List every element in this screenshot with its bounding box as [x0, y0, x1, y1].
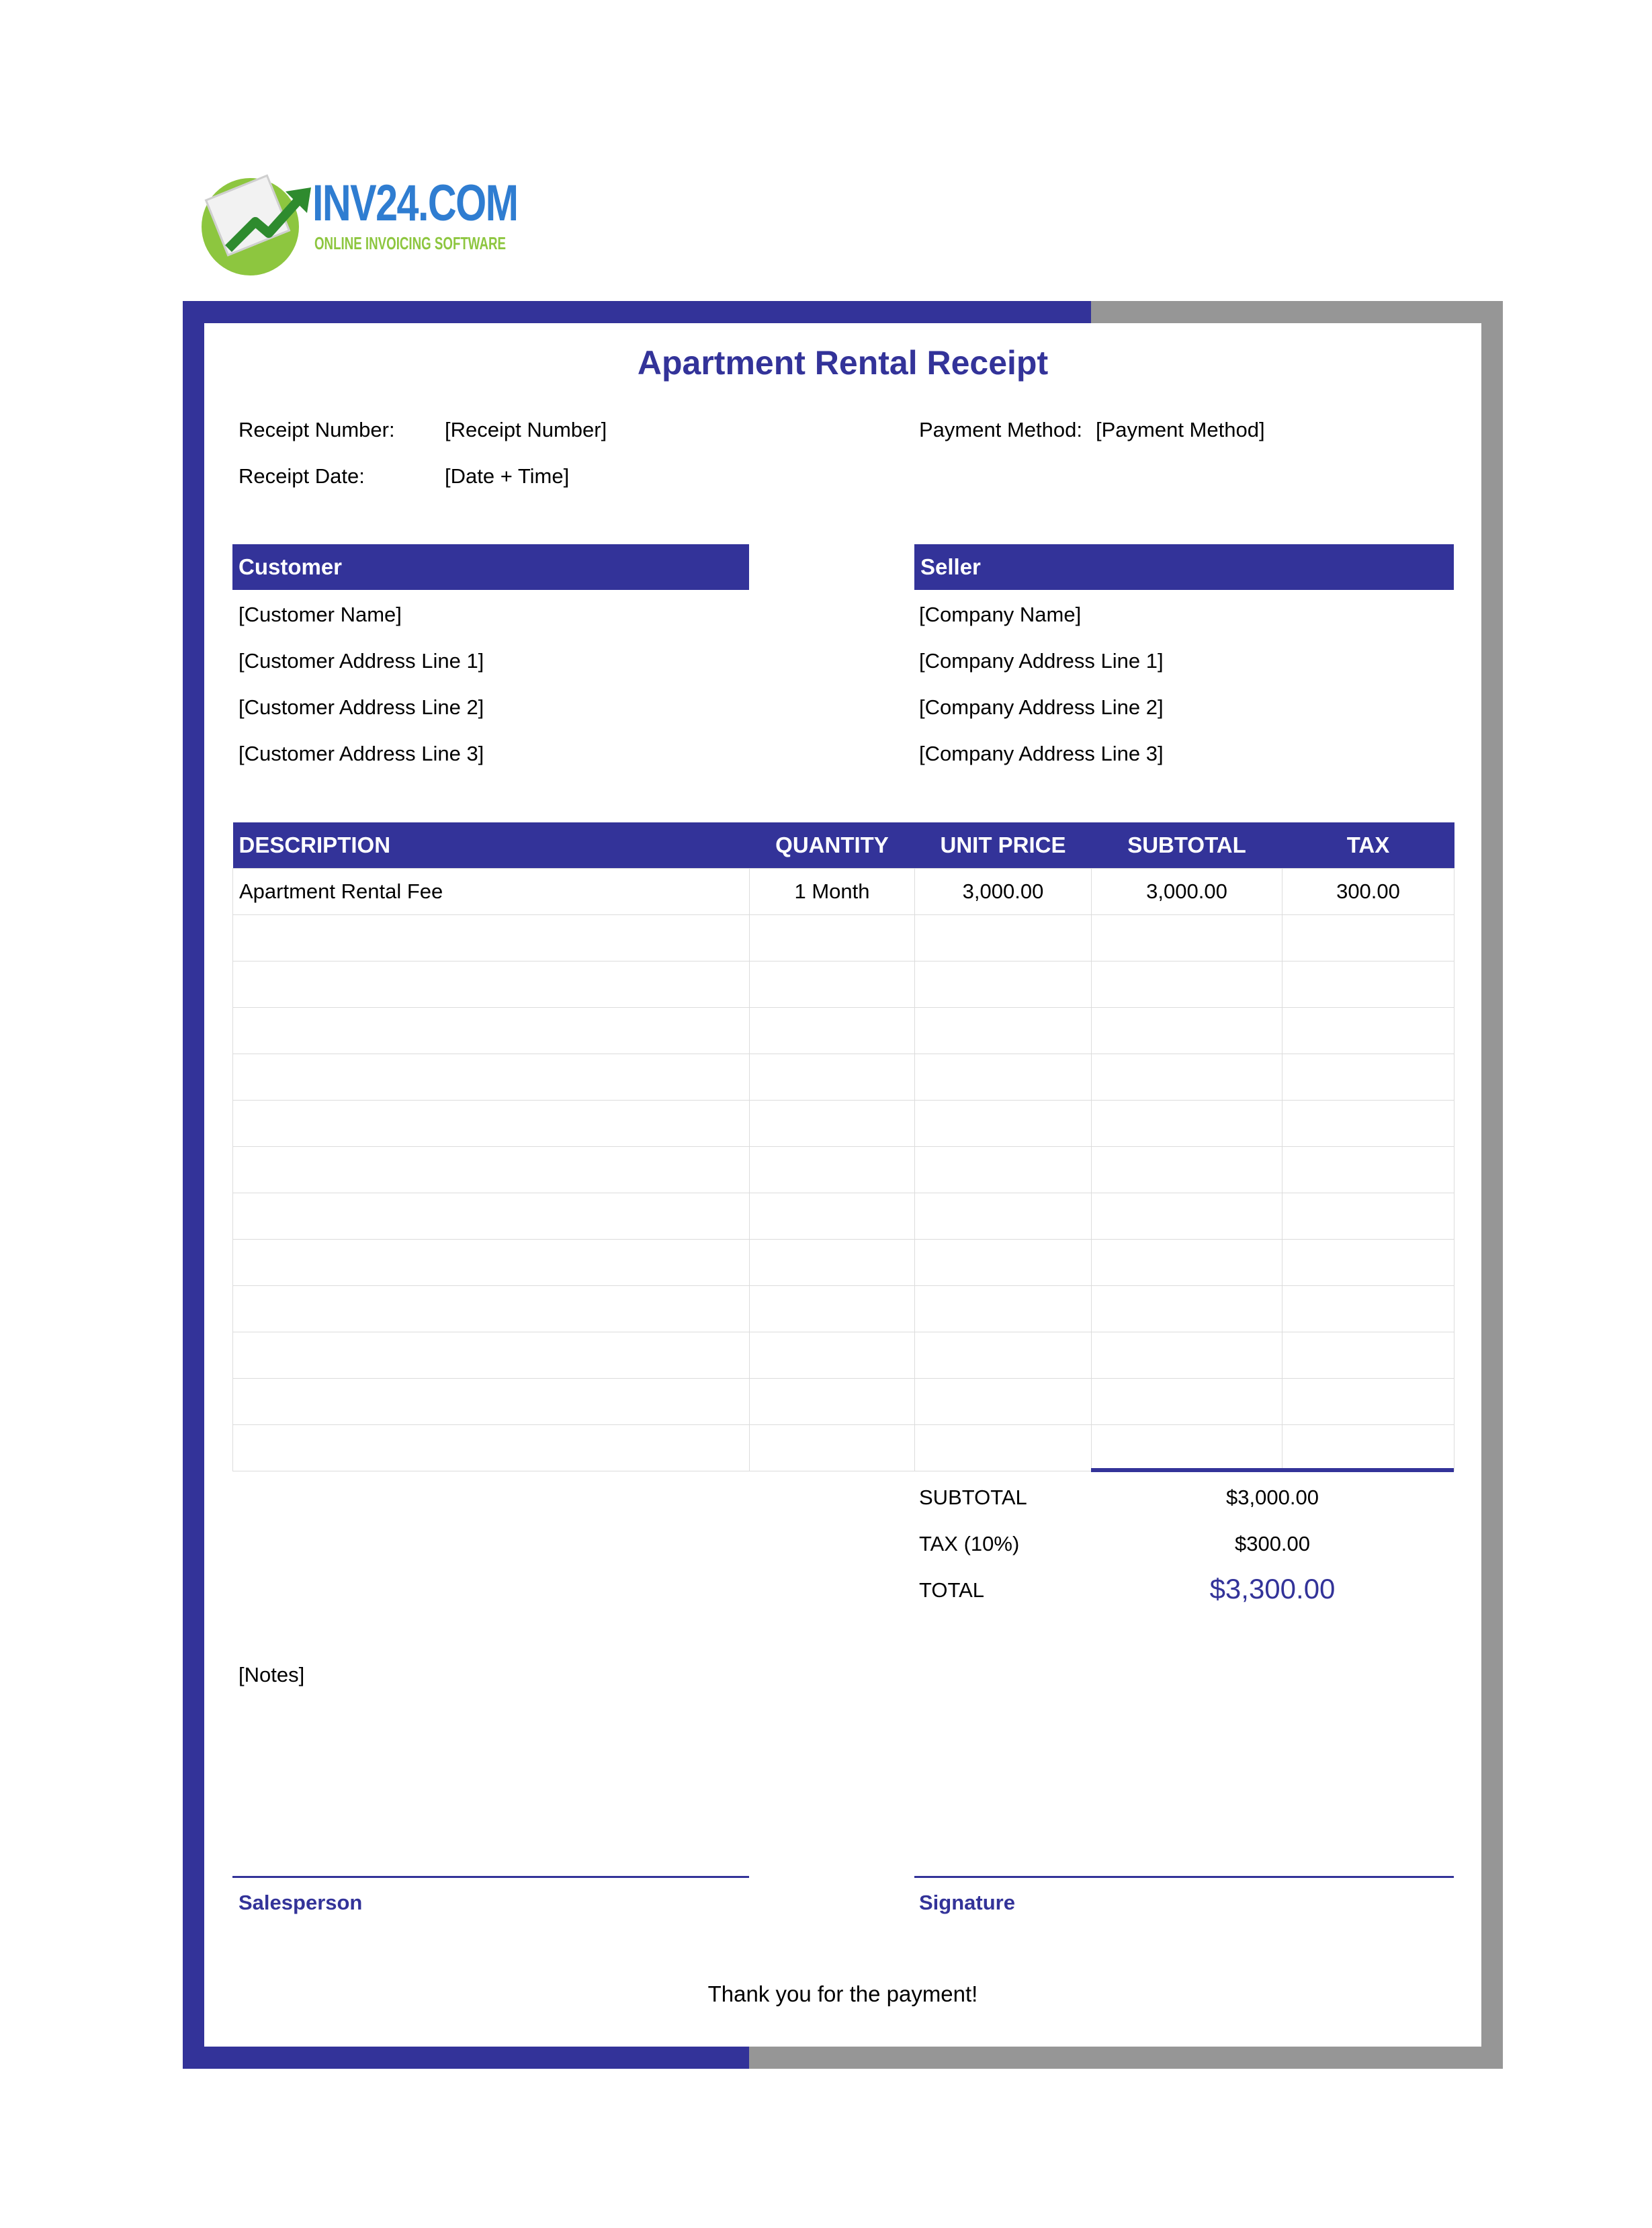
cell-subtotal[interactable] — [1092, 1379, 1283, 1425]
cell-subtotal[interactable] — [1092, 915, 1283, 961]
cell-tax[interactable] — [1283, 1240, 1454, 1286]
table-row — [233, 1193, 1454, 1240]
cell-unit-price[interactable] — [915, 915, 1092, 961]
table-row — [233, 1008, 1454, 1054]
cell-tax[interactable] — [1283, 1101, 1454, 1147]
column-header-tax: TAX — [1283, 822, 1454, 869]
company-logo — [202, 171, 517, 272]
table-row — [233, 1425, 1454, 1471]
cell-subtotal[interactable] — [1092, 1286, 1283, 1332]
cell-description[interactable] — [233, 1379, 750, 1425]
cell-tax[interactable] — [1283, 1425, 1454, 1471]
cell-description[interactable] — [233, 1008, 750, 1054]
thank-you-message: Thank you for the payment! — [707, 1981, 978, 2006]
cell-unit-price[interactable] — [915, 1054, 1092, 1101]
cell-subtotal[interactable] — [1092, 1054, 1283, 1101]
frame-right-gray — [1481, 301, 1503, 2069]
frame-left-accent — [183, 301, 204, 2069]
cell-tax[interactable] — [1283, 1286, 1454, 1332]
cell-quantity[interactable] — [750, 1101, 915, 1147]
cell-tax[interactable]: 300.00 — [1283, 869, 1454, 915]
cell-unit-price[interactable]: 3,000.00 — [915, 869, 1092, 915]
cell-subtotal[interactable]: 3,000.00 — [1092, 869, 1283, 915]
receipt-number-label: Receipt Number: — [238, 418, 395, 441]
frame-bottom-accent — [183, 2047, 749, 2069]
receipt-number-value[interactable]: [Receipt Number] — [445, 418, 607, 441]
total-value: $3,300.00 — [1209, 1573, 1336, 1604]
cell-unit-price[interactable] — [915, 1193, 1092, 1240]
cell-quantity[interactable] — [750, 1240, 915, 1286]
cell-description[interactable] — [233, 1332, 750, 1379]
cell-description[interactable] — [233, 1425, 750, 1471]
items-table — [232, 822, 1454, 1471]
seller-address-line-1[interactable]: [Company Address Line 1] — [919, 649, 1164, 673]
subtotal-label: SUBTOTAL — [919, 1486, 1027, 1509]
cell-unit-price[interactable] — [915, 1332, 1092, 1379]
cell-subtotal[interactable] — [1092, 961, 1283, 1008]
cell-description[interactable] — [233, 1193, 750, 1240]
salesperson-label: Salesperson — [238, 1891, 363, 1914]
items-header-row — [233, 822, 1454, 869]
cell-subtotal[interactable] — [1092, 1425, 1283, 1471]
cell-subtotal[interactable] — [1092, 1240, 1283, 1286]
seller-address-line-3[interactable]: [Company Address Line 3] — [919, 742, 1164, 765]
cell-unit-price[interactable] — [915, 1379, 1092, 1425]
payment-method-label: Payment Method: — [919, 418, 1082, 441]
table-row — [233, 1147, 1454, 1193]
table-row — [233, 1101, 1454, 1147]
cell-tax[interactable] — [1283, 915, 1454, 961]
salesperson-signature-line — [232, 1876, 749, 1878]
customer-header: Customer — [232, 544, 749, 590]
customer-address-line-3[interactable]: [Customer Address Line 3] — [238, 742, 484, 765]
seller-address-line-2[interactable]: [Company Address Line 2] — [919, 695, 1164, 719]
table-row — [233, 915, 1454, 961]
column-header-unit-price: UNIT PRICE — [915, 822, 1092, 869]
tax-label: TAX (10%) — [919, 1532, 1020, 1555]
cell-tax[interactable] — [1283, 1054, 1454, 1101]
cell-subtotal[interactable] — [1092, 1332, 1283, 1379]
receipt-date-label: Receipt Date: — [238, 464, 365, 488]
cell-unit-price[interactable] — [915, 1240, 1092, 1286]
cell-tax[interactable] — [1283, 1379, 1454, 1425]
cell-unit-price[interactable] — [915, 1147, 1092, 1193]
cell-unit-price[interactable] — [915, 961, 1092, 1008]
logo-main-text: INV24.COM — [312, 175, 518, 232]
customer-name[interactable]: [Customer Name] — [238, 603, 402, 626]
cell-description[interactable] — [233, 1286, 750, 1332]
tax-value: $300.00 — [1234, 1532, 1311, 1555]
logo-growth-arrow-icon — [225, 185, 312, 259]
table-row — [233, 1240, 1454, 1286]
cell-quantity[interactable] — [750, 1425, 915, 1471]
cell-quantity[interactable] — [750, 1286, 915, 1332]
cell-description[interactable] — [233, 1054, 750, 1101]
cell-subtotal[interactable] — [1092, 1147, 1283, 1193]
cell-quantity[interactable] — [750, 1379, 915, 1425]
customer-address-line-2[interactable]: [Customer Address Line 2] — [238, 695, 484, 719]
customer-address-line-1[interactable]: [Customer Address Line 1] — [238, 649, 484, 673]
total-label: TOTAL — [919, 1578, 985, 1602]
table-row — [233, 869, 1454, 915]
cell-quantity[interactable] — [750, 961, 915, 1008]
subtotal-value: $3,000.00 — [1226, 1486, 1319, 1509]
column-header-quantity: QUANTITY — [750, 822, 915, 869]
cell-subtotal[interactable] — [1092, 1193, 1283, 1240]
cell-description[interactable] — [233, 1147, 750, 1193]
cell-description[interactable]: Apartment Rental Fee — [233, 869, 750, 915]
cell-unit-price[interactable] — [915, 1008, 1092, 1054]
logo-sub-text: ONLINE INVOICING SOFTWARE — [314, 233, 506, 253]
signature-label: Signature — [919, 1891, 1015, 1914]
cell-quantity[interactable] — [750, 1147, 915, 1193]
cell-subtotal[interactable] — [1092, 1008, 1283, 1054]
column-header-subtotal: SUBTOTAL — [1092, 822, 1283, 869]
frame-top-accent — [183, 301, 1091, 323]
cell-quantity[interactable] — [750, 1332, 915, 1379]
cell-tax[interactable] — [1283, 961, 1454, 1008]
cell-quantity[interactable] — [750, 1193, 915, 1240]
cell-tax[interactable] — [1283, 1332, 1454, 1379]
frame-top-gray — [1091, 301, 1503, 323]
column-header-description: DESCRIPTION — [233, 822, 750, 869]
cell-unit-price[interactable] — [915, 1101, 1092, 1147]
table-row — [233, 1054, 1454, 1101]
cell-tax[interactable] — [1283, 1008, 1454, 1054]
cell-description[interactable] — [233, 1101, 750, 1147]
seller-header: Seller — [914, 544, 1454, 590]
notes-field[interactable]: [Notes] — [238, 1663, 305, 1686]
cell-description[interactable] — [233, 1240, 750, 1286]
payment-method-value[interactable]: [Payment Method] — [1096, 418, 1265, 441]
page-title: Apartment Rental Receipt — [637, 344, 1049, 382]
cell-quantity[interactable] — [750, 915, 915, 961]
table-row — [233, 1286, 1454, 1332]
cell-quantity[interactable] — [750, 1054, 915, 1101]
cell-unit-price[interactable] — [915, 1425, 1092, 1471]
cell-description[interactable] — [233, 961, 750, 1008]
cell-quantity[interactable] — [750, 1008, 915, 1054]
cell-description[interactable] — [233, 915, 750, 961]
table-row — [233, 1379, 1454, 1425]
receipt-date-value[interactable]: [Date + Time] — [445, 464, 570, 488]
signature-line — [914, 1876, 1454, 1878]
subtotal-divider — [1091, 1468, 1454, 1472]
seller-company-name[interactable]: [Company Name] — [919, 603, 1082, 626]
cell-subtotal[interactable] — [1092, 1101, 1283, 1147]
cell-tax[interactable] — [1283, 1147, 1454, 1193]
frame-bottom-gray — [749, 2047, 1503, 2069]
cell-tax[interactable] — [1283, 1193, 1454, 1240]
table-row — [233, 961, 1454, 1008]
table-row — [233, 1332, 1454, 1379]
cell-unit-price[interactable] — [915, 1286, 1092, 1332]
cell-quantity[interactable]: 1 Month — [750, 869, 915, 915]
